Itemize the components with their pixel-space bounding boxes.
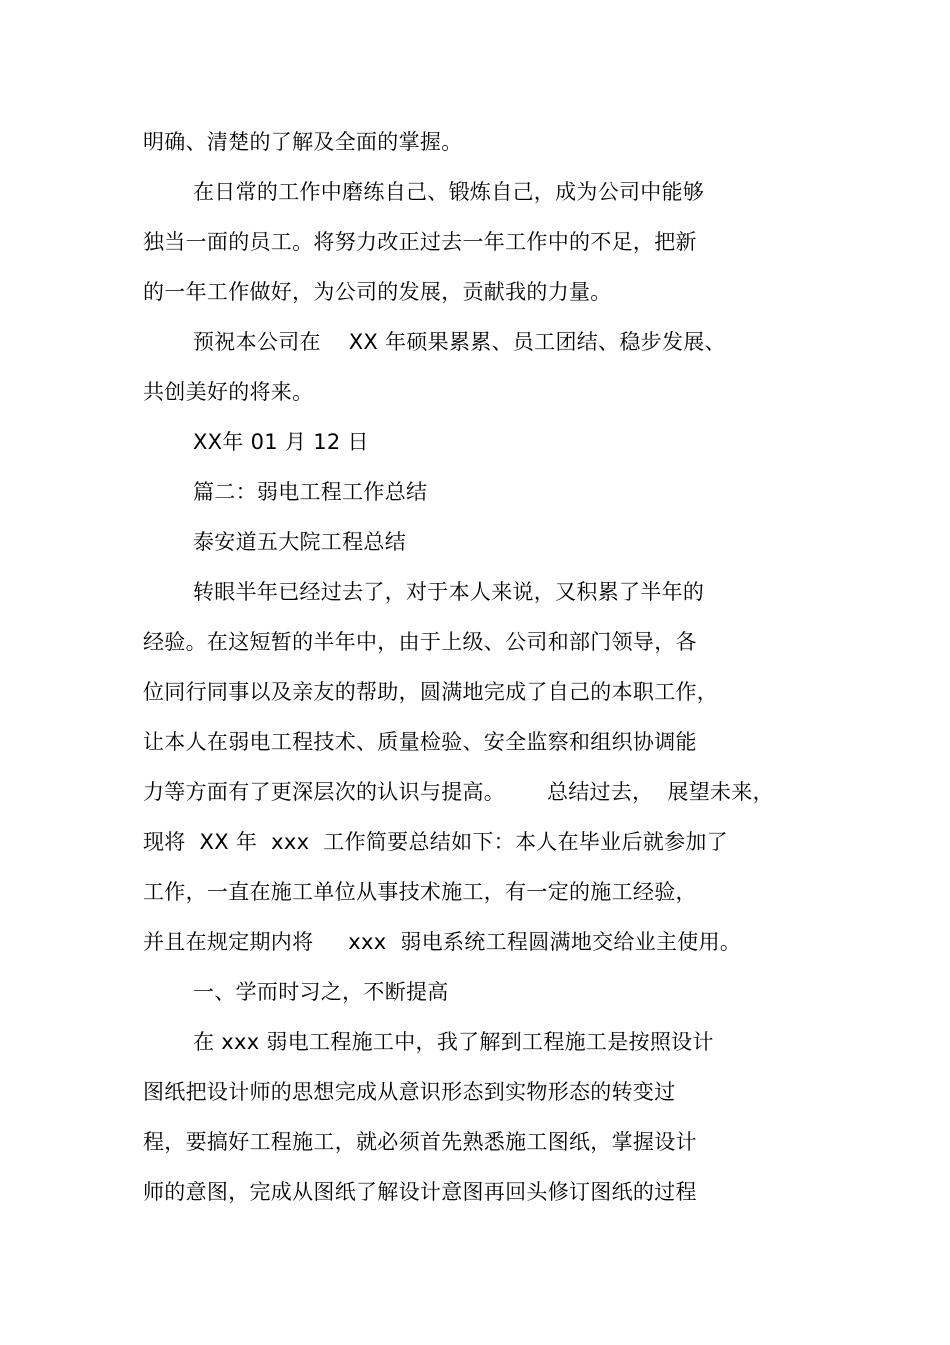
text-line: 图纸把设计师的思想完成从意识形态到实物形态的转变过: [143, 1080, 676, 1104]
text-line: 程，要搞好工程施工，就必须首先熟悉施工图纸，掌握设计: [143, 1130, 697, 1154]
text-line: 让本人在弱电工程技术、质量检验、安全监察和组织协调能: [143, 730, 697, 754]
document-title: 泰安道五大院工程总结: [193, 530, 406, 554]
text-line: 在 xxx 弱电工程施工中，我了解到工程施工是按照设计: [193, 1030, 714, 1054]
document-body: [143, 122, 803, 1222]
text-line: 位同行同事以及亲友的帮助，圆满地完成了自己的本职工作，: [143, 680, 719, 704]
section-heading: 篇二：弱电工程工作总结: [193, 480, 428, 504]
subsection-heading: 一、学而时习之，不断提高: [193, 980, 449, 1004]
text-line: 明确、清楚的了解及全面的掌握。: [143, 130, 463, 154]
date-line: XX年 01 月 12 日: [193, 430, 369, 454]
text-line: 经验。在这短暂的半年中，由于上级、公司和部门领导，各: [143, 630, 697, 654]
text-line: 独当一面的员工。将努力改正过去一年工作中的不足，把新: [143, 230, 697, 254]
text-line: 并且在规定期内将 xxx 弱电系统工程圆满地交给业主使用。: [143, 930, 742, 954]
text-line: 现将 XX 年 xxx 工作简要总结如下：本人在毕业后就参加了: [143, 830, 728, 854]
text-line: 师的意图，完成从图纸了解设计意图再回头修订图纸的过程: [143, 1180, 697, 1204]
text-line: 力等方面有了更深层次的认识与提高。 总结过去， 展望未来，: [143, 780, 774, 804]
text-line: 在日常的工作中磨练自己、锻炼自己，成为公司中能够: [193, 180, 705, 204]
text-line: 共创美好的将来。: [143, 380, 314, 404]
text-line: 工作，一直在施工单位从事技术施工，有一定的施工经验，: [143, 880, 697, 904]
text-line: 预祝本公司在 XX 年硕果累累、员工团结、稳步发展、: [193, 330, 726, 354]
text-line: 转眼半年已经过去了，对于本人来说，又积累了半年的: [193, 580, 705, 604]
text-line: 的一年工作做好，为公司的发展，贡献我的力量。: [143, 280, 612, 304]
